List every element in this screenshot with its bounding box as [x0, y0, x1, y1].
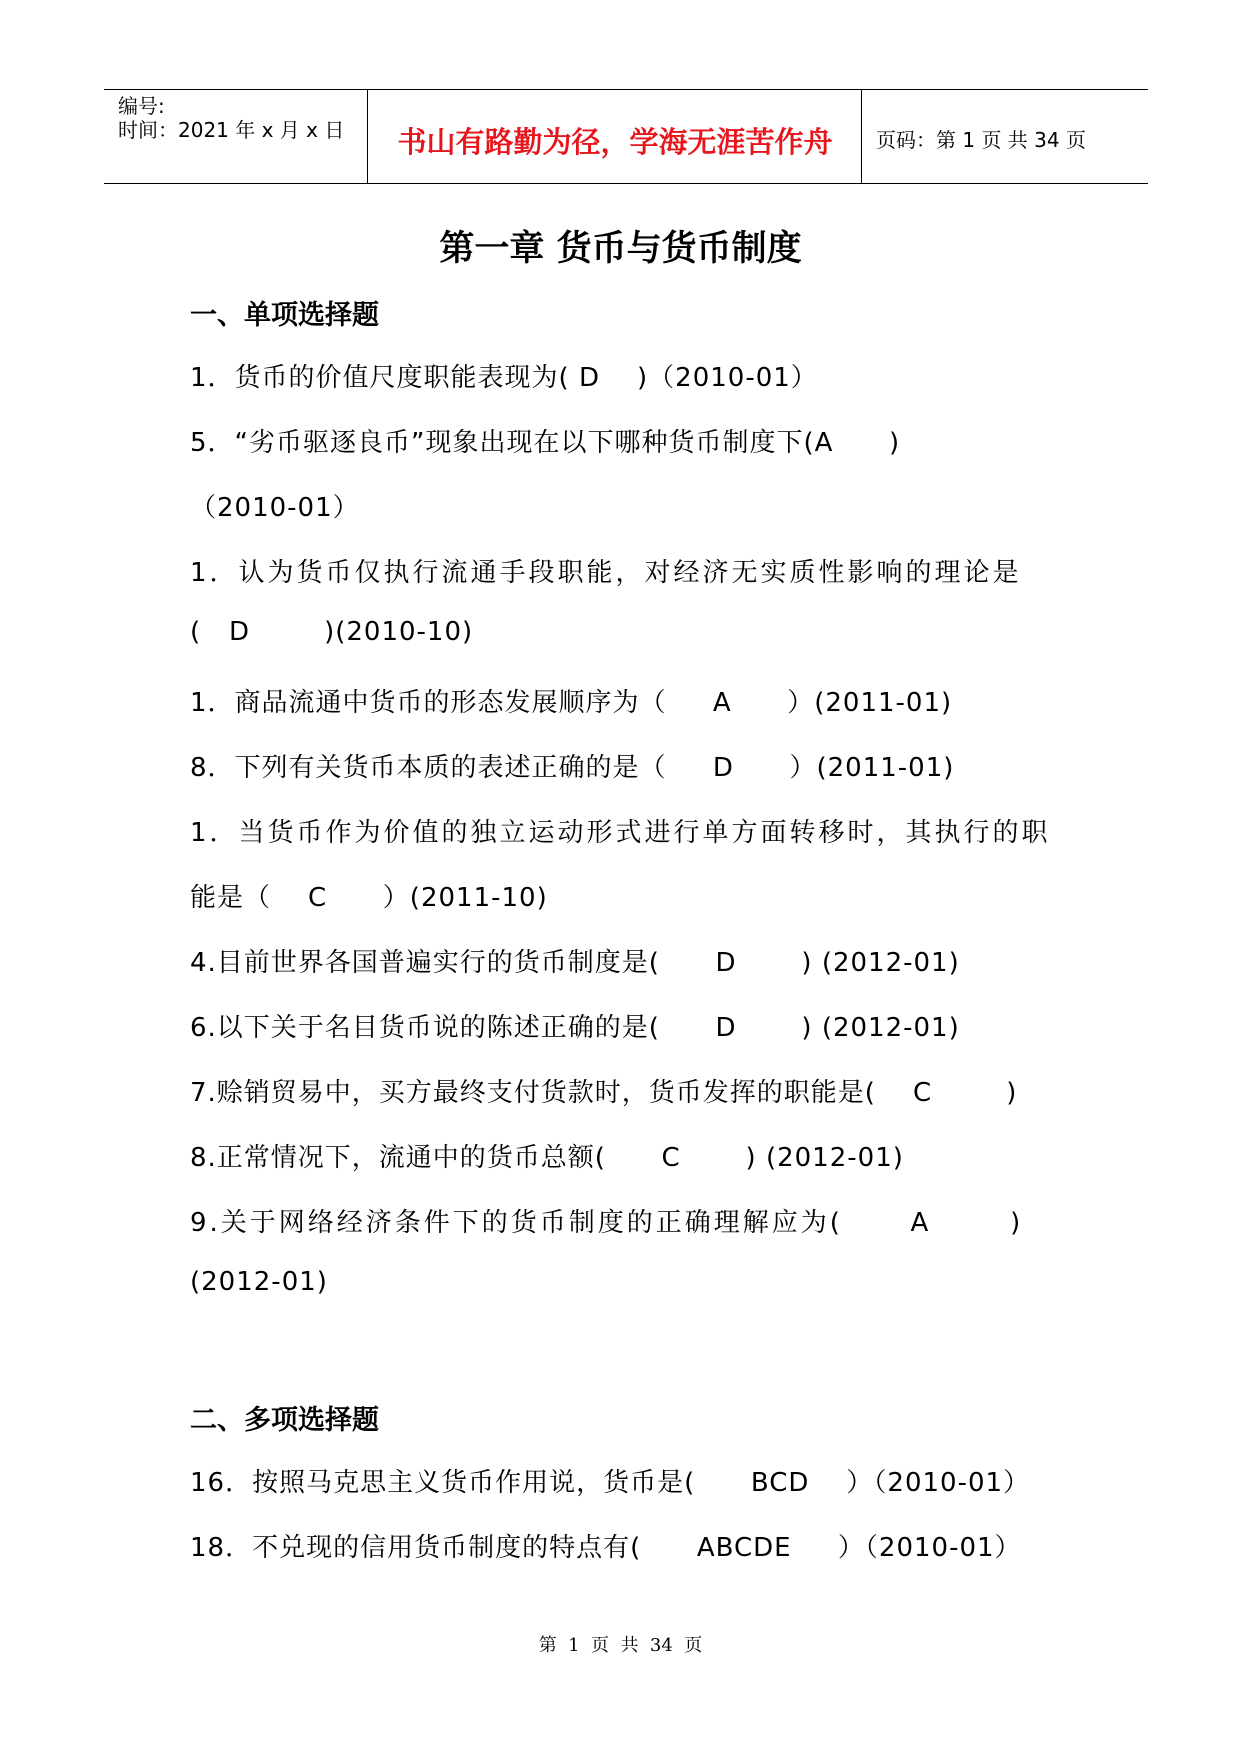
header-page-cell: [862, 90, 1148, 183]
header-motto: 书山有路勤为径，学海无涯苦作舟: [397, 125, 833, 159]
question-line: (2012-01): [190, 1267, 328, 1297]
question-line: 能是（ C ）(2011-10): [190, 883, 548, 913]
header-meta-cell: [104, 90, 368, 183]
question-line: 1．货币的价值尺度职能表现为( D )（2010-01）: [190, 363, 818, 393]
question-line: 8．下列有关货币本质的表述正确的是（ D ）(2011-01): [190, 753, 955, 783]
question-line: 9.关于网络经济条件下的货币制度的正确理解应为( A ): [190, 1208, 1024, 1238]
chapter-title: 第一章 货币与货币制度: [439, 229, 802, 269]
question-line: 4.目前世界各国普遍实行的货币制度是( D ) (2012-01): [190, 948, 960, 978]
document-time-label: 时间：2021 年 x 月 x 日: [118, 118, 345, 142]
question-line: 8.正常情况下，流通中的货币总额( C ) (2012-01): [190, 1143, 904, 1173]
header-page-info: 页码：第 1 页 共 34 页: [876, 128, 1086, 152]
question-line: 5．“劣币驱逐良币”现象出现在以下哪种货币制度下(A ): [190, 428, 901, 458]
question-line: （2010-01）: [190, 493, 360, 523]
section-title-single-choice: 一、单项选择题: [190, 300, 379, 331]
question-line: 6.以下关于名目货币说的陈述正确的是( D ) (2012-01): [190, 1013, 960, 1043]
page-footer: 第 1 页 共 34 页: [538, 1635, 703, 1656]
question-line: 1．商品流通中货币的形态发展顺序为（ A ）(2011-01): [190, 688, 953, 718]
question-line: 7.赊销贸易中，买方最终支付货款时，货币发挥的职能是( C ): [190, 1078, 1018, 1108]
section-title-multiple-choice: 二、多项选择题: [190, 1405, 379, 1436]
question-line: 16．按照马克思主义货币作用说，货币是( BCD ）（2010-01）: [190, 1468, 1031, 1498]
document-number-label: 编号:: [118, 94, 165, 118]
question-line: 18．不兑现的信用货币制度的特点有( ABCDE ）（2010-01）: [190, 1533, 1022, 1563]
header-motto-cell: [368, 90, 862, 183]
question-line: 1．当货币作为价值的独立运动形式进行单方面转移时，其执行的职: [190, 818, 1051, 848]
question-line: ( D )(2010-10): [190, 617, 474, 647]
document-header: [104, 89, 1148, 184]
question-line: 1．认为货币仅执行流通手段职能，对经济无实质性影响的理论是: [190, 558, 1022, 588]
